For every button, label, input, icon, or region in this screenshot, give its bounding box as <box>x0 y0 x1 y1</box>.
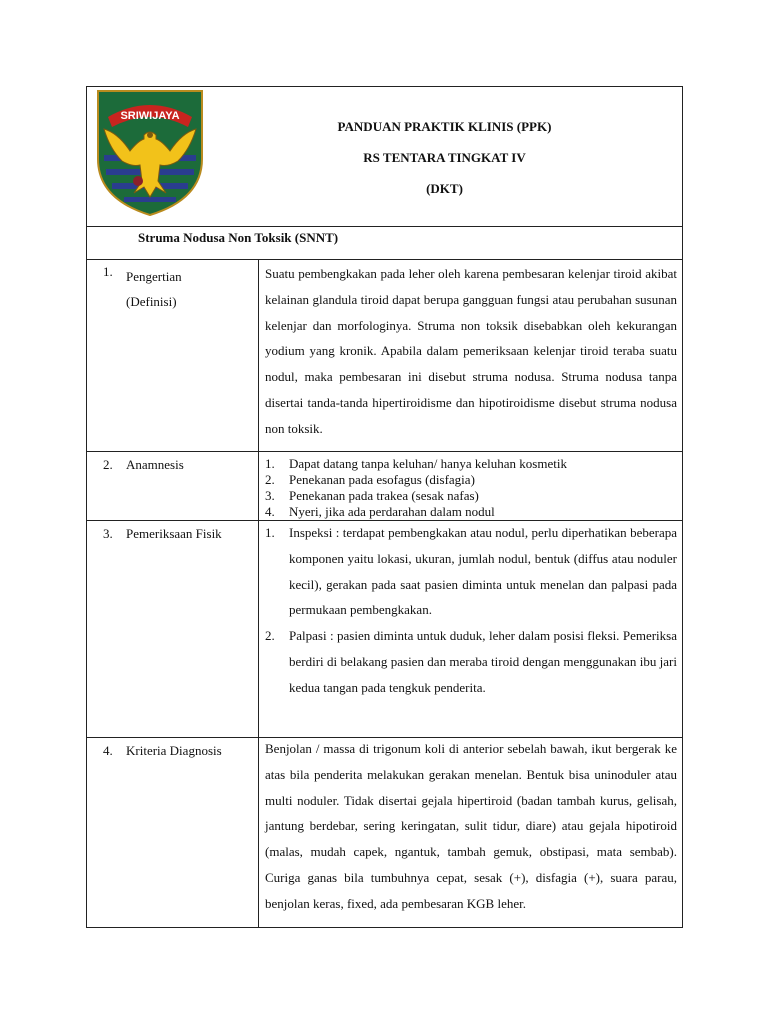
row-label-line: Pengertian <box>126 269 182 284</box>
column-divider <box>258 452 259 521</box>
row-number: 1. <box>103 264 113 279</box>
subtitle-row <box>86 226 683 260</box>
definition-text: Suatu pembengkakan pada leher oleh karena pembesaran kelenjar tiroid akibat kelainan glandula tiroid dapat berupa gangguan fungsi atau perubahan susunan kelenjar dan morfologinya. Struma non toksik disebabkan oleh kekurangan yodium yang kronik. Apabila dalam pemeriksaan kelenjar tiroid teraba suatu nodul, maka pembesaran ini disebut struma nodusa. Struma nodusa tanpa disertai tanda-tanda hipertiroidisme dan hipotiroidisme disebut struma nodusa non toksik. <box>265 266 677 436</box>
anamnesis-list <box>265 456 677 520</box>
list-item: 3. Penekanan pada trakea (sesak nafas) <box>265 488 479 503</box>
physical-exam-list <box>265 520 677 701</box>
diagnosis-criteria-text: Benjolan / massa di trigonum koli di anterior sebelah bawah, ikut bergerak ke atas bila penderita melakukan gerakan menelan. Bentuk bisa uninoduler atau multi noduler. Tidak disertai gejala hipertiroid (badan tambah kurus, gelisah, jantung berdebar, sering keringatan, sulit tidur, diare) atau gejala hipotiroid (malas, mudah capek, ngantuk, tambah gemuk, obstipasi, mata sembab). Curiga ganas bila tumbuhnya cepat, sesak (+), disfagia (+), suara parau, benjolan keras, fixed, ada pembesaran KGB leher. <box>265 741 677 911</box>
row-content <box>265 735 677 917</box>
row-label <box>126 264 182 314</box>
row-label: Kriteria Diagnosis <box>126 743 222 758</box>
column-divider <box>258 738 259 927</box>
svg-text:SRIWIJAYA: SRIWIJAYA <box>120 110 180 122</box>
row-content <box>265 260 677 442</box>
row-number: 4. <box>103 743 113 758</box>
row-label: Anamnesis <box>126 457 184 472</box>
sriwijaya-emblem-icon <box>94 89 206 217</box>
list-item: 4. Nyeri, jika ada perdarahan dalam nodul <box>265 504 495 519</box>
document-header <box>86 86 683 227</box>
list-item: 2. Palpasi : pasien diminta untuk duduk, leher dalam posisi fleksi. Pemeriksa berdiri di belakang pasien dan meraba tiroid dengan menggunakan ibu jari kedua tangan pada tengkuk penderita. <box>265 628 677 695</box>
table-row <box>86 259 683 452</box>
row-number: 3. <box>103 526 113 541</box>
list-item: 1. Dapat datang tanpa keluhan/ hanya keluhan kosmetik <box>265 456 567 471</box>
document-title: PANDUAN PRAKTIK KLINIS (PPK) <box>337 119 552 134</box>
disease-title: Struma Nodusa Non Toksik (SNNT) <box>138 230 339 245</box>
column-divider <box>258 260 259 452</box>
list-item: 2. Penekanan pada esofagus (disfagia) <box>265 472 475 487</box>
hospital-abbr: (DKT) <box>426 181 463 196</box>
row-label: Pemeriksaan Fisik <box>126 526 222 541</box>
table-row <box>86 451 683 521</box>
row-content <box>265 520 677 701</box>
table-row <box>86 737 683 928</box>
hospital-name: RS TENTARA TINGKAT IV <box>363 150 526 165</box>
list-item: 1. Inspeksi : terdapat pembengkakan atau nodul, perlu diperhatikan beberapa komponen yaitu lokasi, ukuran, jumlah nodul, bentuk (diffus atau noduler kecil), gerakan pada saat pasien diminta untuk menelan dan palpasi pada permukaan pembengkakan. <box>265 525 677 618</box>
row-content <box>265 456 677 520</box>
row-label-line: (Definisi) <box>126 294 177 309</box>
column-divider <box>258 521 259 738</box>
row-number: 2. <box>103 457 113 472</box>
table-row <box>86 520 683 738</box>
